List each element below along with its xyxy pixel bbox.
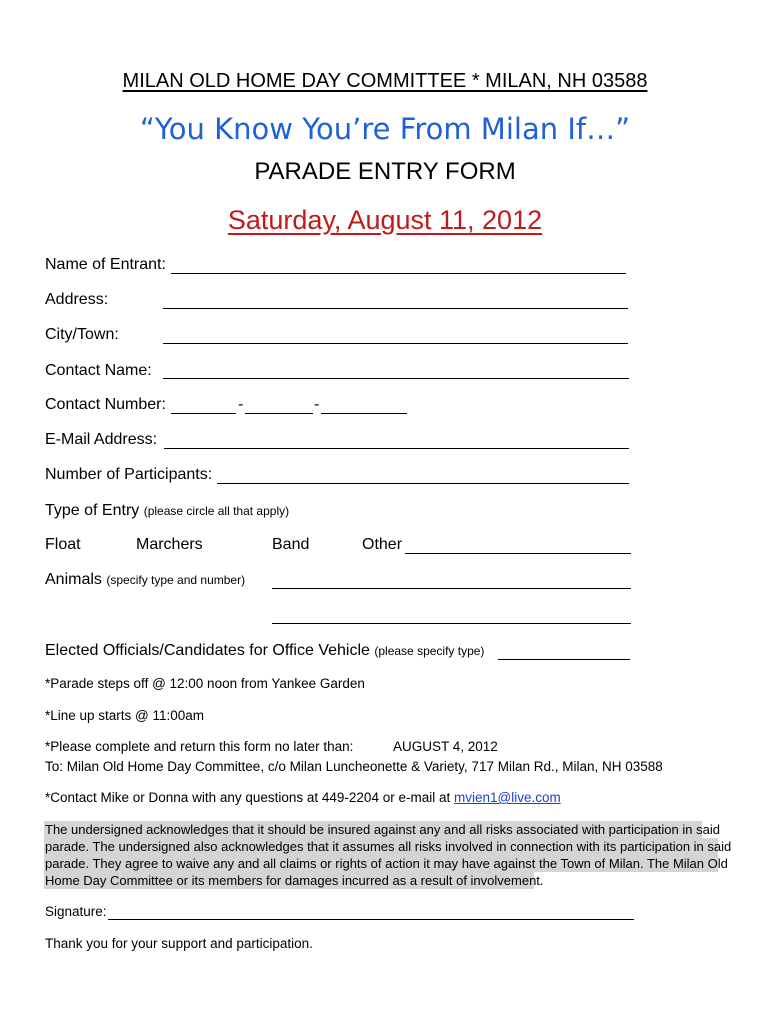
animals-field-2[interactable] [272,623,631,624]
officials-field[interactable] [498,659,630,660]
entry-type-note: (please circle all that apply) [143,504,290,518]
contact-number-label: Contact Number: [45,396,166,413]
theme-heading: “You Know You’re From Milan If…” [139,112,631,146]
contact-name-label: Contact Name: [45,362,152,379]
entry-option-float[interactable]: Float [45,536,81,553]
steps-off-note: *Parade steps off @ 12:00 noon from Yankee Garden [45,676,365,691]
entry-type-label: Type of Entry [45,502,140,519]
participants-field[interactable] [217,483,629,484]
entry-option-band[interactable]: Band [272,536,310,553]
city-town-label: City/Town: [45,326,119,343]
return-by-label: *Please complete and return this form no later than: [45,739,354,754]
entry-type-heading [45,502,289,520]
committee-heading: MILAN OLD HOME DAY COMMITTEE * MILAN, NH 03588 [122,70,648,92]
name-of-entrant-field[interactable] [171,273,626,274]
other-entry-field[interactable] [405,553,631,554]
entry-option-other[interactable]: Other [362,536,403,553]
contact-number-dash-1: - [238,396,244,413]
participants-label: Number of Participants: [45,466,213,483]
contact-number-line-field[interactable] [321,413,407,414]
signature-label: Signature: [45,904,107,919]
officials-note: (please specify type) [374,644,485,658]
contact-number-area-field[interactable] [171,413,236,414]
animals-note: (specify type and number) [106,573,246,587]
return-by-date: AUGUST 4, 2012 [393,739,498,754]
disclaimer-line-1: The undersigned acknowledges that it should be insured against any and all risks associated with participation in said [45,822,720,837]
disclaimer-line-3: parade. They agree to waive any and all claims or rights of action it may have against the Town of Milan. The Milan Old [45,856,728,871]
city-town-field[interactable] [163,343,628,344]
animals-label: Animals [45,571,102,588]
event-date: Saturday, August 11, 2012 [227,205,543,235]
address-field[interactable] [163,308,628,309]
form-title: PARADE ENTRY FORM [254,158,516,185]
contact-number-prefix-field[interactable] [245,413,313,414]
contact-note [45,790,561,805]
contact-note-text: *Contact Mike or Donna with any questions at 449-2204 or e-mail at [45,790,451,805]
name-of-entrant-label: Name of Entrant: [45,256,166,273]
entry-option-marchers[interactable]: Marchers [136,536,203,553]
email-label: E-Mail Address: [45,431,158,448]
line-up-note: *Line up starts @ 11:00am [45,708,205,723]
disclaimer-line-2: parade. The undersigned also acknowledges that it assumes all risks involved in connection with its participation in said [45,839,732,854]
officials-label: Elected Officials/Candidates for Office Vehicle [45,642,370,659]
thank-you-note: Thank you for your support and participation. [45,936,313,951]
return-to-address: To: Milan Old Home Day Committee, c/o Milan Luncheonette & Variety, 717 Milan Rd., Milan, NH 03588 [45,759,663,774]
contact-name-field[interactable] [163,378,629,379]
email-field[interactable] [164,448,629,449]
contact-email-link[interactable]: mvien1@live.com [453,790,561,805]
animals-field-1[interactable] [272,588,631,589]
signature-field[interactable] [108,919,634,920]
disclaimer-line-4: Home Day Committee or its members for damages incurred as a result of involvement. [45,873,544,888]
contact-number-dash-2: - [314,396,320,413]
address-label: Address: [45,291,109,308]
officials-heading [45,642,484,660]
animals-heading [45,571,245,589]
